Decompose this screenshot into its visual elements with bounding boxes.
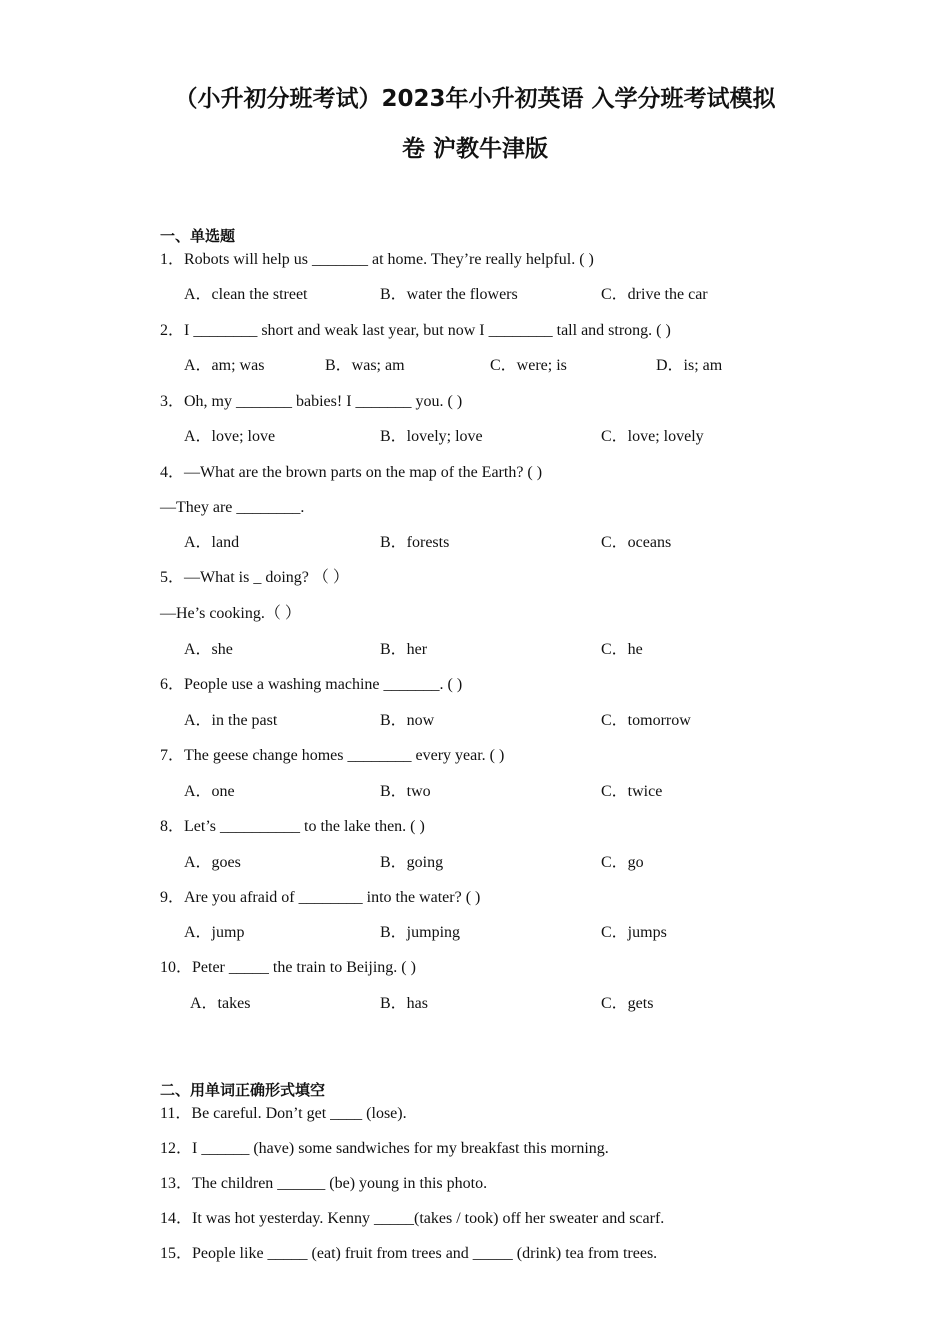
q6-option-c: C．tomorrow	[601, 712, 691, 729]
page-title-line-2: 卷 沪教牛津版	[401, 136, 548, 162]
q1-option-c: C．drive the car	[601, 286, 708, 303]
question-6: 6．People use a washing machine _______. ( )	[160, 676, 463, 693]
q7-option-b: B．two	[380, 783, 431, 800]
q9-option-c: C．jumps	[601, 924, 667, 941]
q8-option-b: B．going	[380, 854, 444, 871]
q4-option-c: C．oceans	[601, 534, 672, 551]
section-heading-single-choice: 一、单选题	[160, 227, 236, 245]
q4-option-a: A．land	[184, 534, 240, 551]
q2-option-c: C．were; is	[490, 357, 567, 374]
q3-option-c: C．love; lovely	[601, 428, 704, 445]
question-13: 13．The children ______ (be) young in this photo.	[160, 1175, 488, 1192]
question-8: 8．Let’s __________ to the lake then. ( )	[160, 818, 425, 835]
question-12: 12．I ______ (have) some sandwiches for my breakfast this morning.	[160, 1140, 609, 1157]
q2-option-d: D．is; am	[656, 357, 723, 374]
question-2: 2．I ________ short and weak last year, but now I ________ tall and strong. ( )	[160, 322, 671, 339]
q5-option-c: C．he	[601, 641, 643, 658]
q7-option-a: A．one	[184, 783, 235, 800]
question-5-answer-line: —He’s cooking.（ ）	[160, 605, 301, 622]
q1-option-b: B．water the flowers	[380, 286, 518, 303]
q7-option-c: C．twice	[601, 783, 663, 800]
q4-option-b: B．forests	[380, 534, 450, 551]
question-4-answer-line: —They are ________.	[160, 499, 305, 516]
section-heading-fill-in: 二、用单词正确形式填空	[160, 1081, 326, 1099]
q8-option-c: C．go	[601, 854, 644, 871]
q8-option-a: A．goes	[184, 854, 241, 871]
q5-option-b: B．her	[380, 641, 428, 658]
q5-option-a: A．she	[184, 641, 233, 658]
question-14: 14．It was hot yesterday. Kenny _____(takes / took) off her sweater and scarf.	[160, 1210, 665, 1227]
page-title-line-1: （小升初分班考试）2023年小升初英语 入学分班考试模拟	[174, 86, 776, 112]
q10-option-a: A．takes	[190, 995, 251, 1012]
question-10: 10．Peter _____ the train to Beijing. ( )	[160, 959, 416, 976]
question-3: 3．Oh, my _______ babies! I _______ you. ( )	[160, 393, 463, 410]
question-5: 5．—What is _ doing? （ ）	[160, 569, 349, 586]
q10-option-c: C．gets	[601, 995, 654, 1012]
question-9: 9．Are you afraid of ________ into the water? ( )	[160, 889, 481, 906]
question-1: 1．Robots will help us _______ at home. They’re really helpful. ( )	[160, 251, 594, 268]
q9-option-a: A．jump	[184, 924, 245, 941]
q9-option-b: B．jumping	[380, 924, 461, 941]
question-15: 15．People like _____ (eat) fruit from trees and _____ (drink) tea from trees.	[160, 1245, 658, 1262]
q6-option-a: A．in the past	[184, 712, 278, 729]
q2-option-b: B．was; am	[325, 357, 405, 374]
q3-option-a: A．love; love	[184, 428, 276, 445]
question-7: 7．The geese change homes ________ every year. ( )	[160, 747, 505, 764]
q2-option-a: A．am; was	[184, 357, 265, 374]
question-11: 11．Be careful. Don’t get ____ (lose).	[160, 1105, 407, 1122]
q3-option-b: B．lovely; love	[380, 428, 483, 445]
q6-option-b: B．now	[380, 712, 435, 729]
q10-option-b: B．has	[380, 995, 429, 1012]
q1-option-a: A．clean the street	[184, 286, 308, 303]
question-4: 4．—What are the brown parts on the map of the Earth? ( )	[160, 464, 543, 481]
